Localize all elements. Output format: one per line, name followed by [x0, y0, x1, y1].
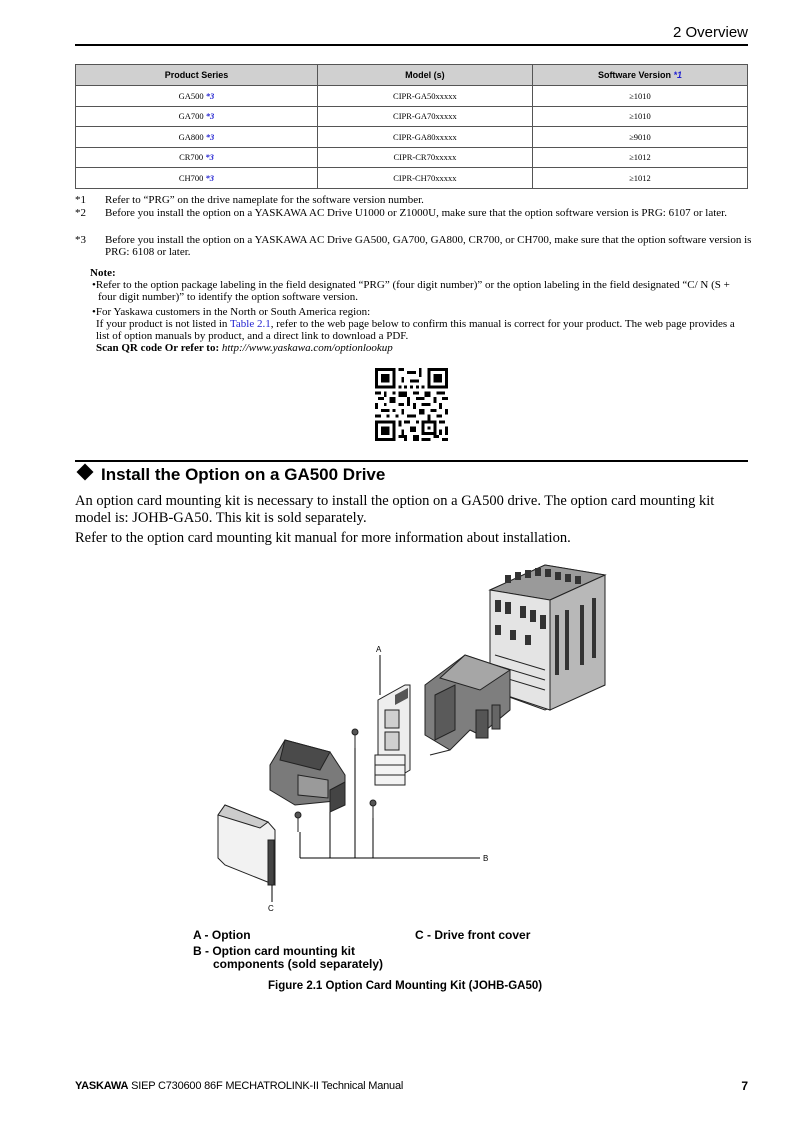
- col-header-series: Product Series: [76, 65, 318, 86]
- cell-version: ≥1012: [532, 147, 747, 168]
- scan-label: Scan QR code Or refer to:: [96, 342, 220, 354]
- note-bullet-2: •For Yaskawa customers in the North or South America region:: [92, 306, 371, 318]
- note-text-post: , refer to the web page below to confirm this manual is correct for your product. The web page provides a list of option manuals by product, and a direct link to download a PDF.: [96, 318, 735, 342]
- header-rule: [75, 44, 748, 46]
- software-version-table: [75, 64, 748, 189]
- note-bullet-2-title: For Yaskawa customers in the North or South America region:: [95, 306, 371, 318]
- cell-model: CIPR-GA80xxxxx: [317, 127, 532, 148]
- footer-doc: SIEP C730600 86F MECHATROLINK-II Technical Manual: [128, 1080, 404, 1092]
- section-header: 2 Overview: [672, 24, 748, 41]
- note-bullet-2-body: [90, 318, 750, 342]
- col-header-model: Model (s): [317, 65, 532, 86]
- table-row: [76, 106, 748, 127]
- qr-code-image[interactable]: [375, 368, 448, 441]
- option-card: [375, 685, 410, 785]
- footnote-ref[interactable]: *3: [205, 111, 215, 122]
- footnote-ref[interactable]: *3: [205, 90, 215, 101]
- table-link[interactable]: Table 2.1: [229, 318, 271, 330]
- cell-model: CIPR-GA50xxxxx: [317, 86, 532, 107]
- cell-model: CIPR-CR70xxxxx: [317, 147, 532, 168]
- series-name: CH700: [178, 172, 204, 183]
- table-row: [76, 127, 748, 148]
- footnote-text: Before you install the option on a YASKAWA AC Drive U1000 or Z1000U, make sure that the option software version is PRG: 6107 or later.: [105, 207, 727, 219]
- footnote-2: [75, 207, 755, 219]
- footnote-ref[interactable]: *3: [205, 131, 215, 142]
- series-name: GA500: [178, 90, 204, 101]
- note-text-pre: If your product is not listed in: [96, 318, 230, 330]
- table-row: [76, 86, 748, 107]
- footnote-mark: *1: [75, 194, 86, 206]
- legend-a: A - Option: [193, 928, 251, 942]
- mounting-bracket: [425, 655, 510, 755]
- section-rule: [75, 460, 748, 462]
- scan-url[interactable]: http://www.yaskawa.com/optionlookup: [221, 342, 393, 354]
- section-paragraph-1: An option card mounting kit is necessary to install the option on a GA500 drive. The option card mounting kit model is: JOHB-GA50. This kit is sold separately.: [75, 493, 715, 526]
- footer-brand: YASKAWA: [75, 1080, 129, 1092]
- callout-b: B: [483, 854, 489, 863]
- note-bullet-1: •Refer to the option package labeling in the field designated “PRG” (four digit number)” or the option labeling in the field designated “C/ N (S + four digit number)” to identify the option software version.: [92, 279, 730, 303]
- footnote-ref[interactable]: *1: [673, 70, 682, 80]
- footnote-3: [75, 234, 755, 258]
- footnote-ref[interactable]: *3: [205, 152, 214, 163]
- footnote-text: Before you install the option on a YASKAWA AC Drive GA500, GA700, GA800, CR700, or CH700, make sure that the option software version is PRG: 6108 or later.: [105, 234, 752, 258]
- table-row: [76, 147, 748, 168]
- footnote-ref[interactable]: *3: [205, 172, 215, 183]
- footnote-mark: *3: [75, 234, 86, 246]
- cell-version: ≥9010: [532, 127, 747, 148]
- legend-b-line1: B - Option card mounting kit: [193, 944, 355, 958]
- cell-version: ≥1010: [532, 106, 747, 127]
- footer-doc-title: [75, 1080, 403, 1092]
- series-name: GA800: [178, 131, 204, 142]
- section-heading-text: Install the Option on a GA500 Drive: [101, 465, 386, 484]
- cell-series: [76, 147, 318, 168]
- col-header-version-label: Software Version: [597, 70, 671, 80]
- footnote-mark: *2: [75, 207, 86, 219]
- cell-series: [76, 168, 318, 189]
- cell-model: CIPR-CH70xxxxx: [317, 168, 532, 189]
- cell-series: [76, 127, 318, 148]
- footnote-1: [75, 194, 755, 206]
- cell-version: ≥1012: [532, 168, 747, 189]
- note-bullet-1-text: Refer to the option package labeling in the field designated “PRG” (four digit number)” or the option labeling in the field designated “C/ N (S + four digit number)” to identify the option software version.: [95, 279, 730, 303]
- cell-series: [76, 106, 318, 127]
- legend-c: C - Drive front cover: [415, 928, 531, 942]
- table-row: [76, 168, 748, 189]
- cell-series: [76, 86, 318, 107]
- col-header-version: [532, 65, 747, 86]
- callout-c: C: [268, 904, 274, 913]
- section-heading: [75, 465, 385, 485]
- footnote-text: Refer to “PRG” on the drive nameplate for the software version number.: [105, 194, 424, 206]
- figure-caption: Figure 2.1 Option Card Mounting Kit (JOHB-GA50): [268, 980, 543, 992]
- note-block: [90, 267, 750, 354]
- series-name: CR700: [179, 152, 204, 163]
- mounting-kit-illustration: [180, 560, 620, 920]
- note-label: Note:: [90, 267, 116, 279]
- diamond-bullet-icon: [77, 464, 94, 481]
- front-cover: [218, 805, 275, 885]
- legend-b-line2: components (sold separately): [213, 957, 384, 971]
- page-number: 7: [741, 1079, 748, 1093]
- grey-bracket: [270, 740, 345, 812]
- series-name: GA700: [178, 111, 204, 122]
- scan-line: [90, 342, 750, 354]
- callout-a: A: [376, 645, 382, 654]
- cell-model: CIPR-GA70xxxxx: [317, 106, 532, 127]
- cell-version: ≥1010: [532, 86, 747, 107]
- section-paragraph-2: Refer to the option card mounting kit manual for more information about installation.: [75, 530, 571, 546]
